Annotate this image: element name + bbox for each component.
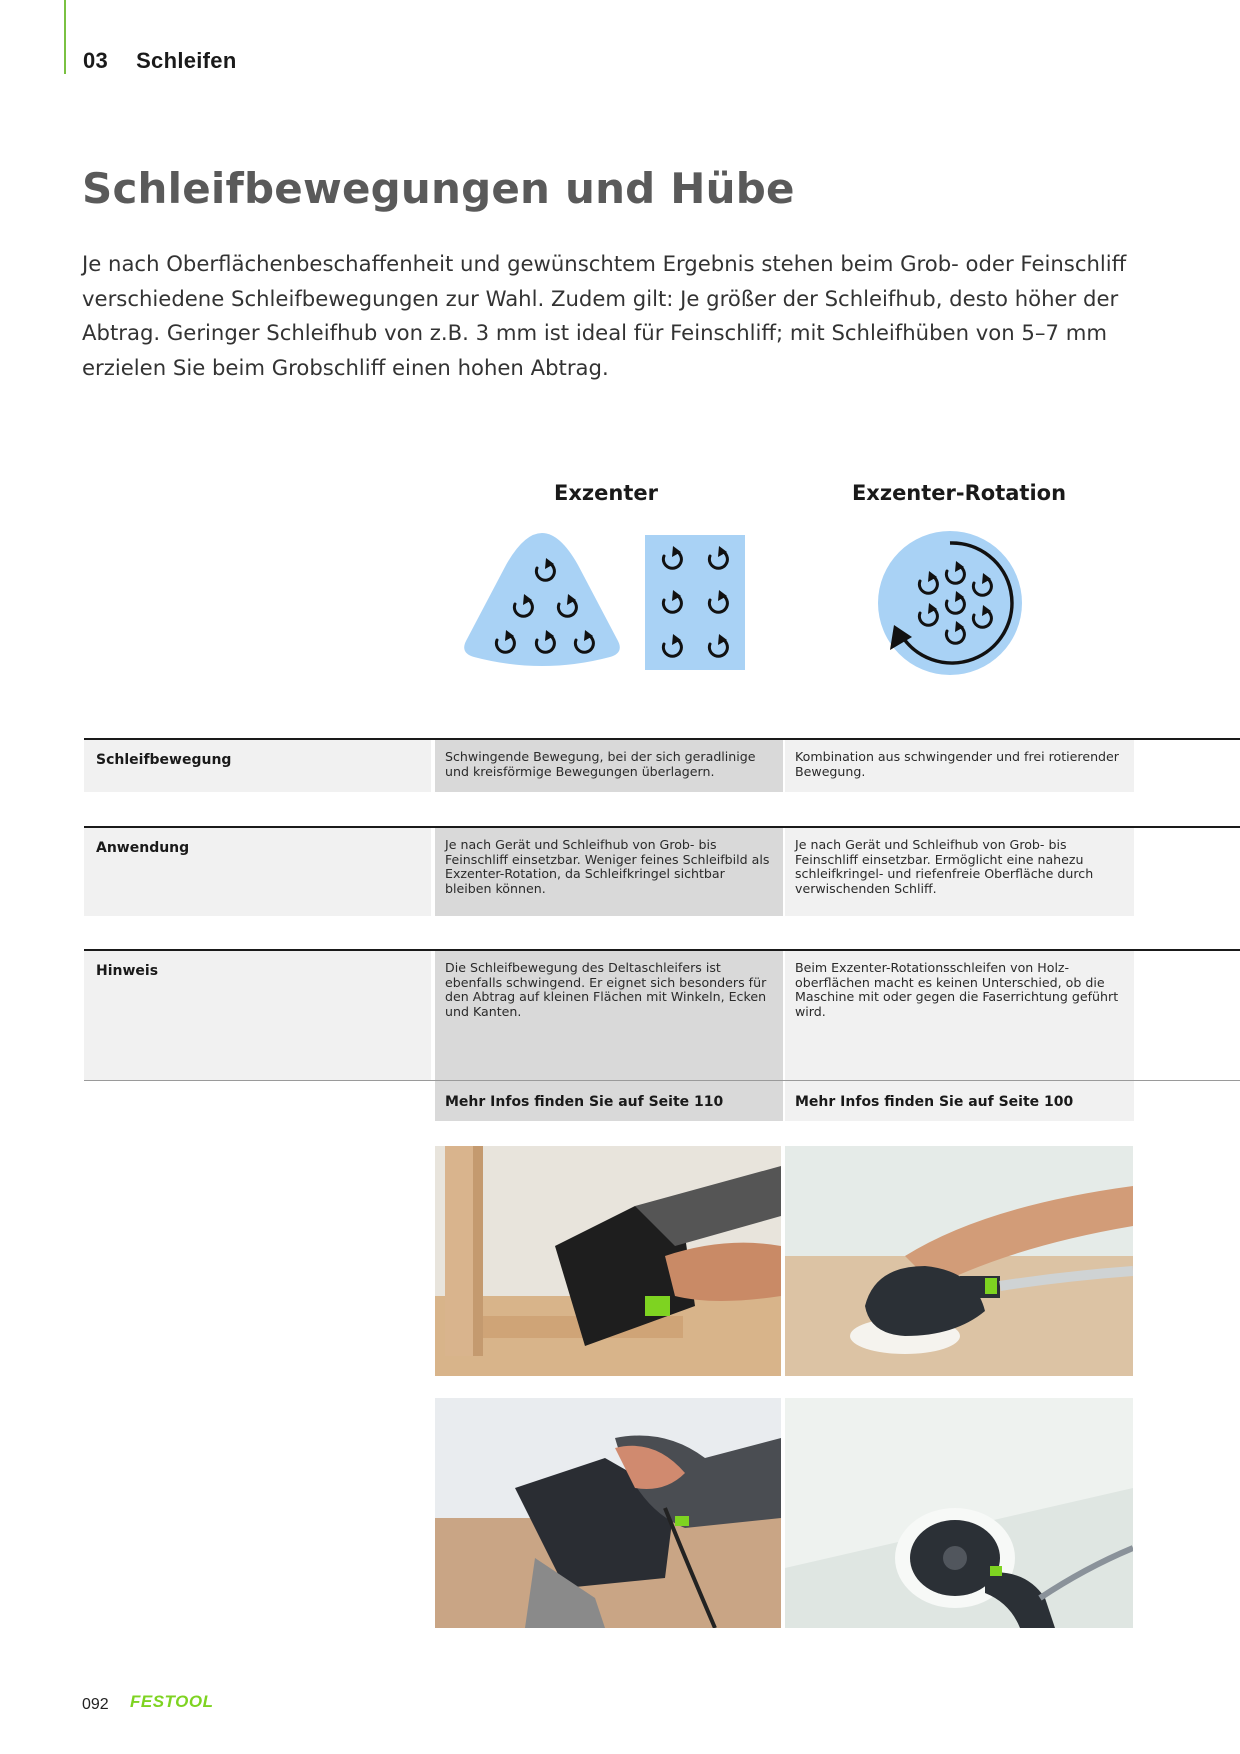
more-info-rotation [785,1081,1134,1121]
exzenter-cell [435,951,783,1080]
intro-paragraph: Je nach Oberflächenbeschaffenheit und gewünschtem Ergebnis stehen beim Grob- oder Feinschliff verschiedene Schleifbewegungen zur Wahl. Zudem gilt: Je größer der Schleifhub, desto höher der Abtrag. Geringer Schleifhub von z.B. 3 mm ist ideal für Feinschliff; mit Schleifhüben von 5–7 mm erzielen Sie beim Grobschliff einen hohen Abtrag. [82,251,1127,380]
photo-rotation-sander [785,1146,1133,1376]
more-info-exzenter-link[interactable]: Mehr Infos finden Sie auf Seite 110 [445,1094,724,1110]
photo-rotation-sander-wall [785,1398,1133,1628]
rectangular-pad-eccentric-icon [645,535,745,670]
column-heading-exzenter: Exzenter [554,481,658,505]
row-label-cell [84,951,431,1080]
chapter-number: 03 [83,48,109,73]
photo-delta-sander-handheld [435,1398,781,1628]
more-info-rotation-link[interactable]: Mehr Infos finden Sie auf Seite 100 [795,1094,1074,1110]
cell-text: Beim Exzenter-Rotationsschleifen von Holz-oberflächen macht es keinen Unterschied, ob die Maschine mit oder gegen die Faserrichtung geführt wird. [795,960,1119,1019]
chapter-title: Schleifen [136,48,237,73]
festool-logo: FESTOOL [130,1692,214,1711]
chapter-heading [83,48,237,74]
row-label: Anwendung [96,840,190,856]
row-label-cell [84,828,431,916]
cell-text: Die Schleifbewegung des Deltaschleifers ist ebenfalls schwingend. Er eignet sich besonders für den Abtrag auf kleinen Flächen mit Winkeln, Ecken und Kanten. [445,960,767,1019]
cell-text: Je nach Gerät und Schleifhub von Grob- bis Feinschliff einsetzbar. Weniger feines Schleifbild als Exzenter-Rotation, da Schleifkringel sichtbar bleiben können. [445,837,770,896]
page-number: 092 [82,1696,109,1713]
more-info-exzenter [435,1081,783,1121]
rotation-cell [785,951,1134,1080]
photo-delta-sander [435,1146,781,1376]
exzenter-cell [435,828,783,916]
exzenter-cell [435,740,783,792]
motion-diagrams [460,525,1060,685]
cell-text: Schwingende Bewegung, bei der sich geradlinige und kreisförmige Bewegungen überlagern. [445,749,756,779]
cell-text: Je nach Gerät und Schleifhub von Grob- bis Feinschliff einsetzbar. Ermöglicht eine nahezu schleifkringel- und riefenfreie Oberfläche durch verwischenden Schliff. [795,837,1094,896]
row-label: Hinweis [96,963,159,979]
rotation-cell [785,740,1134,792]
round-pad-rotation-icon [878,531,1022,675]
delta-pad-eccentric-icon [464,533,620,666]
row-label: Schleifbewegung [96,752,232,768]
column-heading-rotation: Exzenter-Rotation [851,481,1067,505]
cell-text: Kombination aus schwingender und frei rotierender Bewegung. [795,749,1119,779]
row-label-cell [84,740,431,792]
rotation-cell [785,828,1134,916]
page-title: Schleifbewegungen und Hübe [82,164,795,213]
chapter-marker [64,0,66,74]
